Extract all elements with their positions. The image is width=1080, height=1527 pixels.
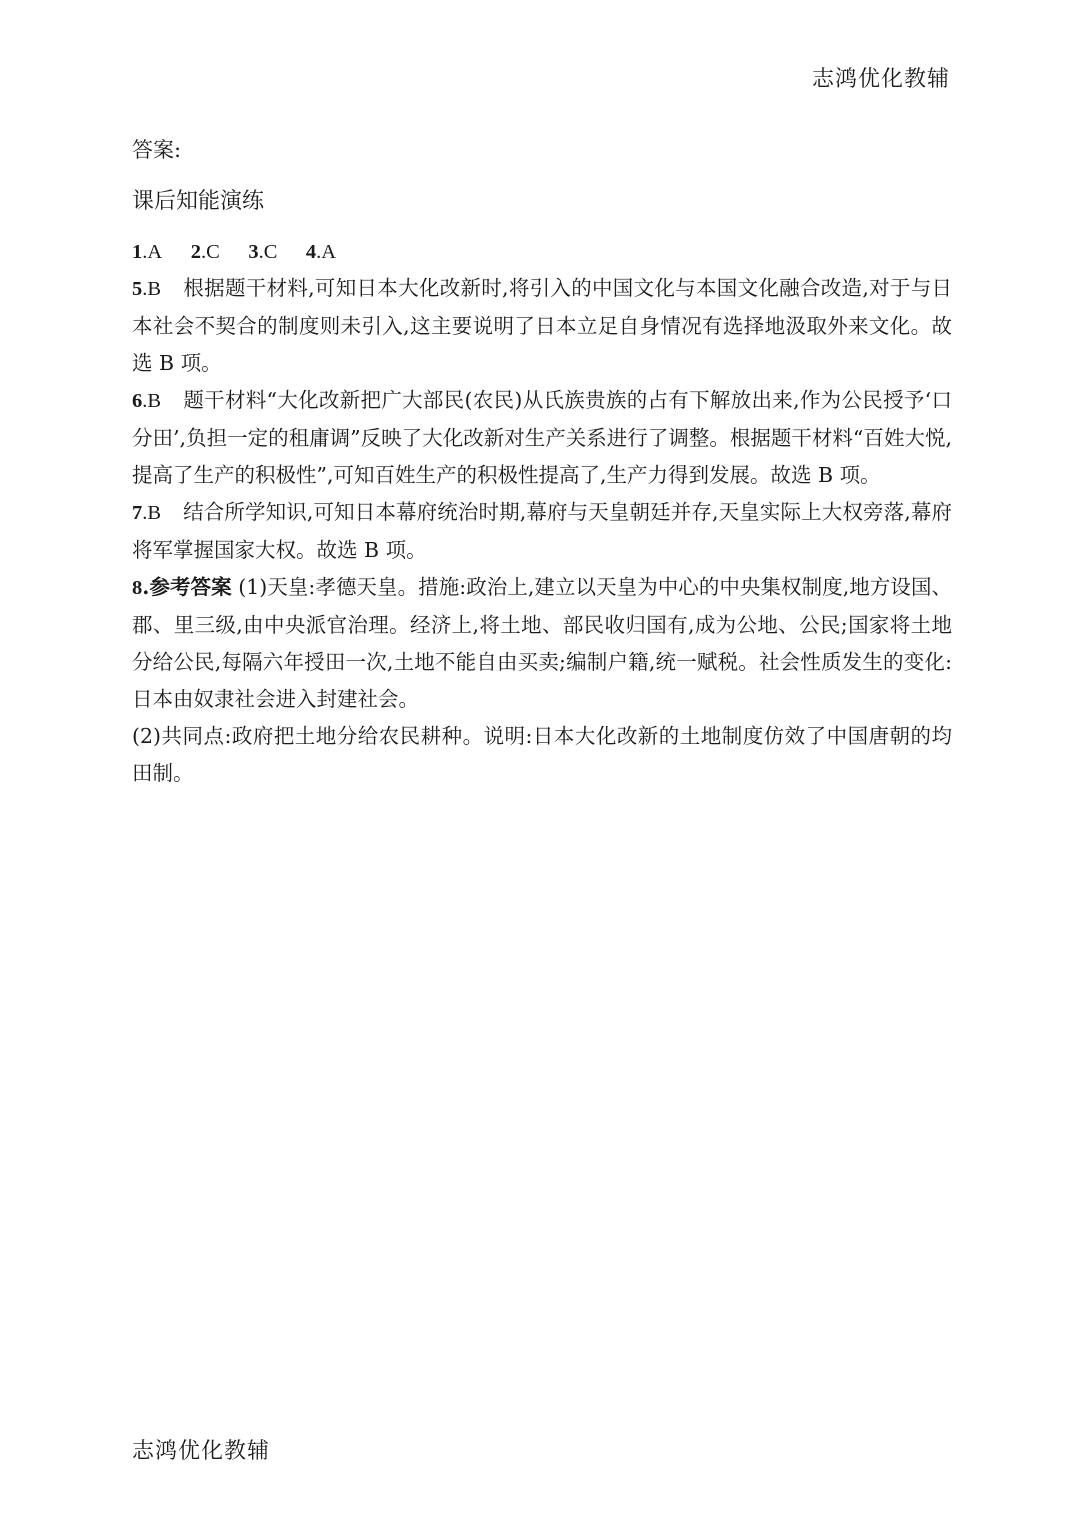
answer-6 [132, 382, 952, 494]
answer-8-part-2 [132, 718, 952, 792]
question-number: 4 [305, 241, 317, 263]
answer-letter: .B [142, 278, 162, 300]
answer-letter: .C [200, 241, 220, 263]
answer-7 [132, 494, 952, 569]
answers-body [132, 234, 952, 792]
question-number: 3 [248, 241, 259, 263]
question-number: 2 [190, 241, 201, 263]
quick-answer-2 [191, 234, 220, 269]
quick-answer-1 [132, 234, 162, 269]
quick-answer-3 [248, 234, 277, 269]
answer-explanation: 根据题干材料,可知日本大化改新时,将引入的中国文化与本国文化融合改造,对于与日本社会不契合的制度则未引入,这主要说明了日本立足自身情况有选择地汲取外来文化。故选 B 项。 [132, 276, 952, 375]
quick-answers-row [132, 234, 952, 268]
answer-8 [132, 569, 952, 718]
question-number: 8 [132, 577, 143, 599]
answer-explanation: 结合所学知识,可知日本幕府统治时期,幕府与天皇朝廷并存,天皇实际上大权旁落,幕府将军掌握国家大权。故选 B 项。 [132, 500, 952, 562]
answer-part-1: (1)天皇:孝德天皇。措施:政治上,建立以天皇为中心的中央集权制度,地方设国、郡、里三级,由中央派官治理。经济上,将土地、部民收归国有,成为公地、公民;国家将土地分给公民,每隔六年授田一次,土地不能自由买卖;编制户籍,统一赋税。社会性质发生的变化:日本由奴隶社会进入封建社会。 [132, 575, 952, 711]
answer-5 [132, 270, 952, 382]
question-number: 5 [132, 278, 143, 300]
question-number: 6 [132, 390, 143, 412]
answer-label: 答案: [132, 138, 182, 162]
answer-letter: .B [142, 502, 162, 524]
header-brand: 志鸿优化教辅 [811, 67, 950, 92]
question-number: 1 [132, 241, 143, 263]
quick-answer-4 [306, 234, 336, 269]
answer-letter: .C [258, 241, 278, 263]
answer-explanation: 题干材料“大化改新把广大部民(农民)从氏族贵族的占有下解放出来,作为公民授予‘口分田’,负担一定的租庸调”反映了大化改新对生产关系进行了调整。根据题干材料“百姓大悦,提高了生产的积极性”,可知百姓生产的积极性提高了,生产力得到发展。故选 B 项。 [132, 388, 952, 487]
question-number: 7 [132, 502, 143, 524]
answer-letter: .A [316, 241, 337, 263]
answer-letter: .A [142, 241, 163, 263]
answer-letter: .B [142, 390, 162, 412]
section-title: 课后知能演练 [132, 189, 265, 214]
reference-answer-label: .参考答案 [142, 575, 232, 599]
footer-brand: 志鸿优化教辅 [132, 1439, 271, 1464]
answer-part-2: (2)共同点:政府把土地分给农民耕种。说明:日本大化改新的土地制度仿效了中国唐朝的均田制。 [132, 724, 952, 785]
